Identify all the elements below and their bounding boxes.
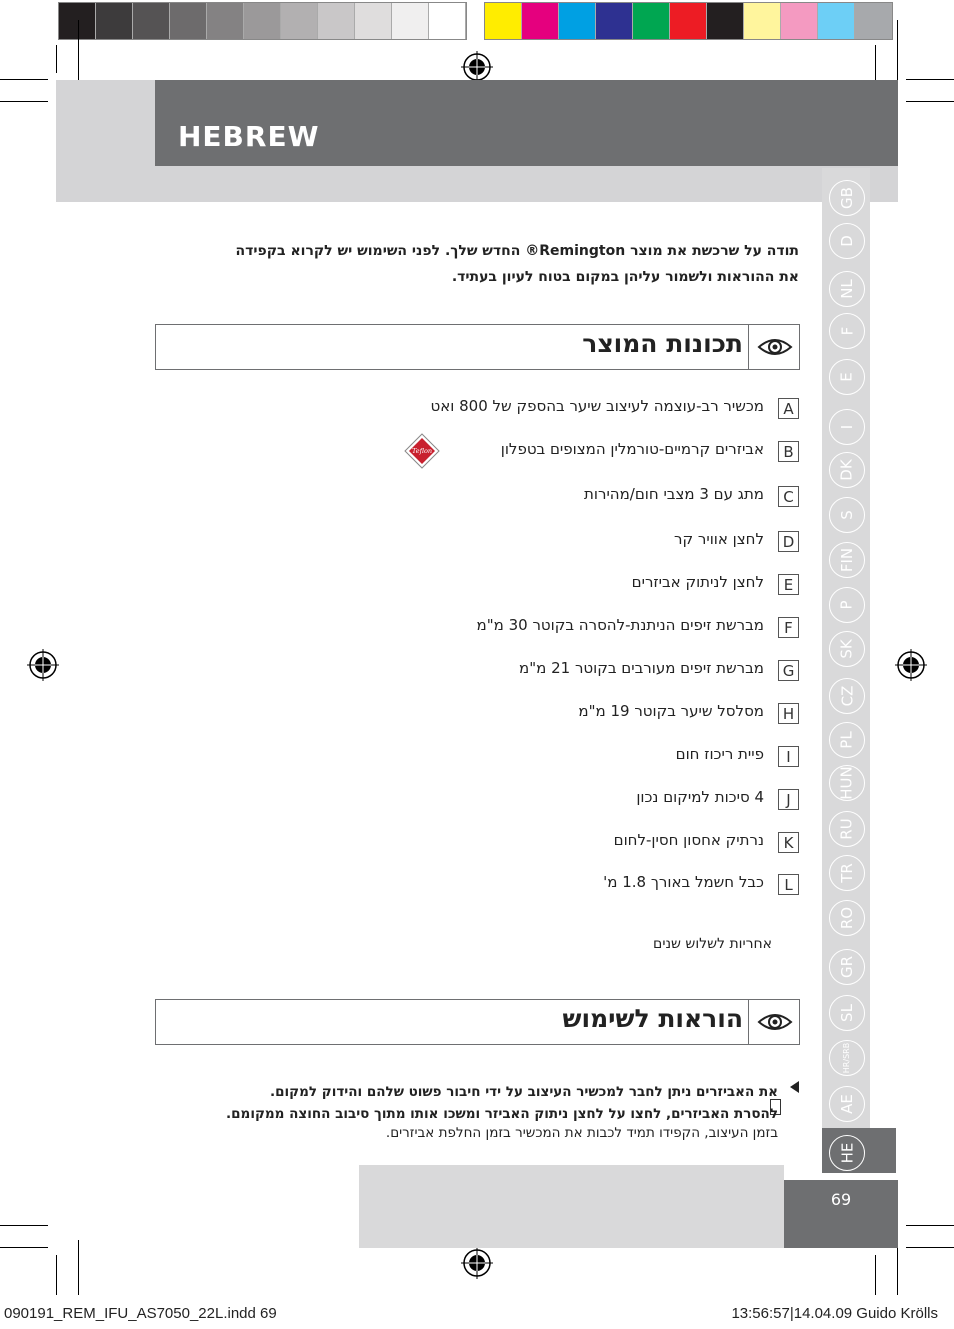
teflon-badge-label: Teflon xyxy=(411,447,433,455)
language-tab-label: FIN xyxy=(838,547,856,573)
language-tab-pl[interactable] xyxy=(829,722,865,758)
feature-text: מברשת זיפים מעורבים בקוטר 21 מ"מ xyxy=(519,659,764,677)
section-title: תכונות המוצר xyxy=(582,329,743,358)
language-tab-label: AE xyxy=(838,1094,856,1114)
registration-mark xyxy=(895,649,927,681)
calibration-swatch xyxy=(596,3,633,39)
feature-text: מברשת זיפים הניתנת-להסרה בקוטר 30 מ"מ xyxy=(476,616,764,634)
calibration-swatch xyxy=(281,3,318,39)
calibration-swatch xyxy=(744,3,781,39)
crop-mark xyxy=(78,20,79,80)
language-tab-label: TR xyxy=(838,863,856,883)
language-tab-d[interactable] xyxy=(829,223,865,259)
language-tab-ae[interactable] xyxy=(829,1086,865,1122)
language-tab-label: DK xyxy=(837,459,856,481)
language-tab-label: I xyxy=(838,424,856,430)
language-tab-label: CZ xyxy=(838,685,856,707)
language-tab-fin[interactable] xyxy=(829,542,865,578)
language-tab-sl[interactable] xyxy=(829,995,865,1031)
language-tab-ro[interactable] xyxy=(829,900,865,936)
language-tab-label: P xyxy=(837,600,856,610)
language-tab-nl[interactable] xyxy=(829,271,865,307)
feature-text: אביזרים קרמיים-טורמלין המצופים בטפלון xyxy=(500,440,764,458)
calibration-swatch xyxy=(633,3,670,39)
language-tab-label: S xyxy=(838,510,856,520)
registration-mark xyxy=(27,649,59,681)
crop-mark xyxy=(875,45,876,80)
feature-text: מתג עם 3 מצבי חום/מהירות xyxy=(584,485,764,503)
calibration-swatch xyxy=(855,3,892,39)
calibration-swatch xyxy=(318,3,355,39)
page-title: HEBREW xyxy=(178,120,320,153)
feature-text: מכשיר רב-עוצמה לעיצוב שיער בהספק של 800 ואט xyxy=(430,397,764,415)
language-tab-sk[interactable] xyxy=(829,631,865,667)
calibration-swatch xyxy=(429,3,466,39)
language-tab-cz[interactable] xyxy=(829,678,865,714)
language-tab-label: PL xyxy=(838,731,856,749)
section-divider xyxy=(748,1000,749,1044)
language-tab-gb[interactable] xyxy=(829,180,865,216)
calibration-swatch xyxy=(670,3,707,39)
language-tab-label: GB xyxy=(837,187,856,209)
crop-mark xyxy=(906,1225,954,1226)
page-number: 69 xyxy=(784,1180,898,1248)
section-instructions-header xyxy=(155,999,800,1045)
instruction-line-3: בזמן העיצוב, הקפידו תמיד לכבות את המכשיר בזמן החלפת אביזרים. xyxy=(385,1125,778,1141)
calibration-swatch xyxy=(96,3,133,39)
crop-mark xyxy=(56,1255,57,1295)
feature-letter: E xyxy=(778,574,799,595)
crop-mark xyxy=(906,79,954,80)
section-title: הוראות לשימוש xyxy=(562,1004,743,1033)
language-tab-he[interactable] xyxy=(829,1135,865,1171)
language-tab-f[interactable] xyxy=(829,313,865,349)
language-tab-label: HR/SRB xyxy=(842,1042,851,1074)
crop-mark xyxy=(0,1247,48,1248)
feature-letter: H xyxy=(778,703,799,724)
feature-text: כבל חשמל באורך 1.8 מ' xyxy=(603,873,764,891)
feature-letter: A xyxy=(778,398,799,419)
calibration-swatch xyxy=(392,3,429,39)
feature-text: 4 סיכות למיקום נכון xyxy=(636,788,764,806)
feature-letter: D xyxy=(778,531,799,552)
language-tab-gr[interactable] xyxy=(829,949,865,985)
crop-mark xyxy=(906,101,954,102)
feature-letter: I xyxy=(778,746,799,767)
intro-line-1: תודה על שרכשת את מוצר Remington® החדש שלך. לפני השימוש יש לקרוא בקפידה xyxy=(235,243,799,259)
language-tab-label: RO xyxy=(837,906,856,930)
crop-mark xyxy=(56,45,57,73)
crop-mark xyxy=(897,1240,898,1295)
language-tab-label: SK xyxy=(837,639,856,659)
language-tab-e[interactable] xyxy=(829,359,865,395)
bottom-gray-band xyxy=(359,1165,784,1248)
feature-letter: F xyxy=(778,617,799,638)
language-tab-dk[interactable] xyxy=(829,452,865,488)
calibration-swatch xyxy=(781,3,818,39)
instruction-line-1: את האביזרים ניתן לחבר למכשיר העיצוב על ידי חיבור פשוט שלהם והידוק למקום. xyxy=(270,1084,778,1100)
feature-text: לחצן לניתוק אביזרים xyxy=(631,573,764,591)
language-tab-label: SL xyxy=(837,1004,856,1022)
crop-mark xyxy=(0,79,48,80)
calibration-swatch xyxy=(485,3,522,39)
footer-file-info: 090191_REM_IFU_AS7050_22L.indd 69 xyxy=(4,1305,277,1322)
language-tab-hr-srb[interactable] xyxy=(829,1040,865,1076)
language-tab-label: D xyxy=(838,235,856,247)
feature-letter: J xyxy=(778,789,799,810)
feature-letter: L xyxy=(778,874,799,895)
crop-mark xyxy=(0,1225,48,1226)
calibration-swatch xyxy=(522,3,559,39)
eye-icon xyxy=(757,1009,793,1035)
footer-timestamp: 13:56:57|14.04.09 Guido Krölls xyxy=(731,1305,938,1322)
feature-text: לחצן אוויר קר xyxy=(674,530,764,548)
language-tab-label: NL xyxy=(837,279,856,299)
warranty-text: אחריות לשלוש שנים xyxy=(653,936,772,952)
crop-mark xyxy=(897,20,898,80)
feature-text: פיית ריכוז חום xyxy=(675,745,764,763)
section-features-header xyxy=(155,324,800,370)
color-calibration-bar xyxy=(484,2,893,40)
calibration-swatch xyxy=(207,3,244,39)
intro-line-2: את ההוראות ולשמור עליהן במקום בטוח לעיון בעתיד. xyxy=(451,269,799,285)
feature-letter: C xyxy=(778,486,799,507)
bullet-triangle-icon xyxy=(790,1081,799,1093)
crop-mark xyxy=(906,1247,954,1248)
calibration-swatch xyxy=(170,3,207,39)
language-tab-label: RU xyxy=(838,818,856,840)
gray-calibration-bar xyxy=(58,2,467,40)
language-tab-label: GR xyxy=(837,955,856,979)
crop-mark xyxy=(78,1240,79,1295)
registration-mark xyxy=(461,1247,493,1279)
feature-letter: G xyxy=(778,660,799,681)
language-tab-label: F xyxy=(837,326,856,336)
teflon-badge-icon xyxy=(404,433,440,469)
language-tab-tr[interactable] xyxy=(829,855,865,891)
language-tab-label: E xyxy=(837,372,856,382)
language-tab-ru[interactable] xyxy=(829,811,865,847)
calibration-swatch xyxy=(559,3,596,39)
calibration-swatch xyxy=(818,3,855,39)
crop-mark xyxy=(0,101,48,102)
language-tab-p[interactable] xyxy=(829,587,865,623)
calibration-swatch xyxy=(355,3,392,39)
registration-mark xyxy=(461,51,493,83)
feature-letter: K xyxy=(778,832,799,853)
language-tab-i[interactable] xyxy=(829,409,865,445)
crop-mark xyxy=(875,1255,876,1295)
instruction-line-2: להסרת האביזרים, לחצו על לחצן ניתוק האביזר ומשכו אותו מתוך סיבוב החוצה ממקומם. xyxy=(226,1106,778,1122)
language-tab-label: HUN xyxy=(837,766,856,800)
language-tab-hun[interactable] xyxy=(829,765,865,801)
calibration-swatch xyxy=(244,3,281,39)
feature-text: מסלסל שיער בקוטר 19 מ"מ xyxy=(578,702,764,720)
feature-text: נרתיק אחסון חסין-לחום xyxy=(613,831,764,849)
calibration-swatch xyxy=(133,3,170,39)
eye-icon xyxy=(757,334,793,360)
section-divider xyxy=(748,325,749,369)
language-tab-s[interactable] xyxy=(829,497,865,533)
language-tab-label: HE xyxy=(837,1142,856,1164)
calibration-swatch xyxy=(707,3,744,39)
feature-letter: B xyxy=(778,441,799,462)
